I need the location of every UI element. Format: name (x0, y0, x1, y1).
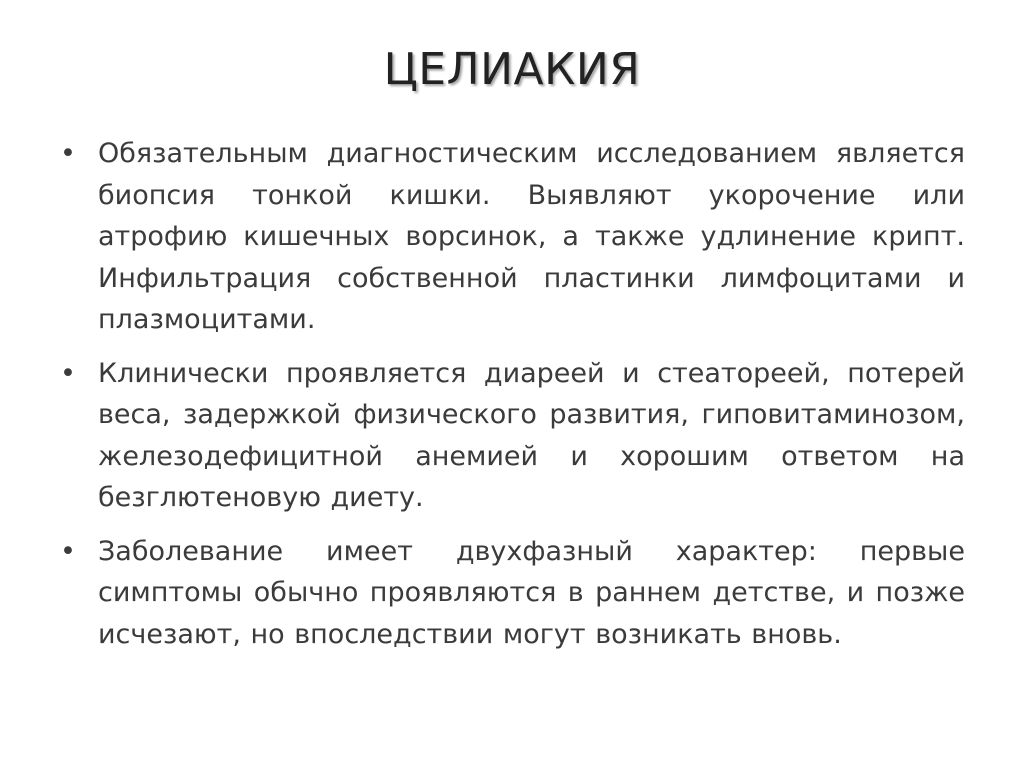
bullet-text: Заболевание имеет двухфазный характер: первые симптомы обычно проявляются в раннем детстве, и позже исчезают, но впоследствии могут возникать вновь. (98, 535, 965, 650)
bullet-icon: • (60, 357, 76, 389)
slide-title: ЦЕЛИАКИЯ (383, 44, 641, 95)
bullet-icon: • (60, 138, 76, 169)
bullet-text: Обязательным диагностическим исследованием является биопсия тонкой кишки. Выявляют укорочение или атрофию кишечных ворсинок, а также удлинение крипт. Инфильтрация собственной пластинки лимфоцитами и плазмоцитами. (98, 138, 965, 335)
bullet-item-1 (60, 133, 965, 341)
bullet-item-2 (60, 353, 965, 519)
bullet-icon: • (60, 535, 76, 567)
bullet-item-3 (60, 531, 965, 656)
bullet-text: Клинически проявляется диареей и стеаторeей, потерей веса, задержкой физического развития, гиповитаминозом, железодефицитной анемией и хорошим ответом на безглютеновую диету. (98, 357, 965, 513)
bullet-list (60, 133, 965, 667)
